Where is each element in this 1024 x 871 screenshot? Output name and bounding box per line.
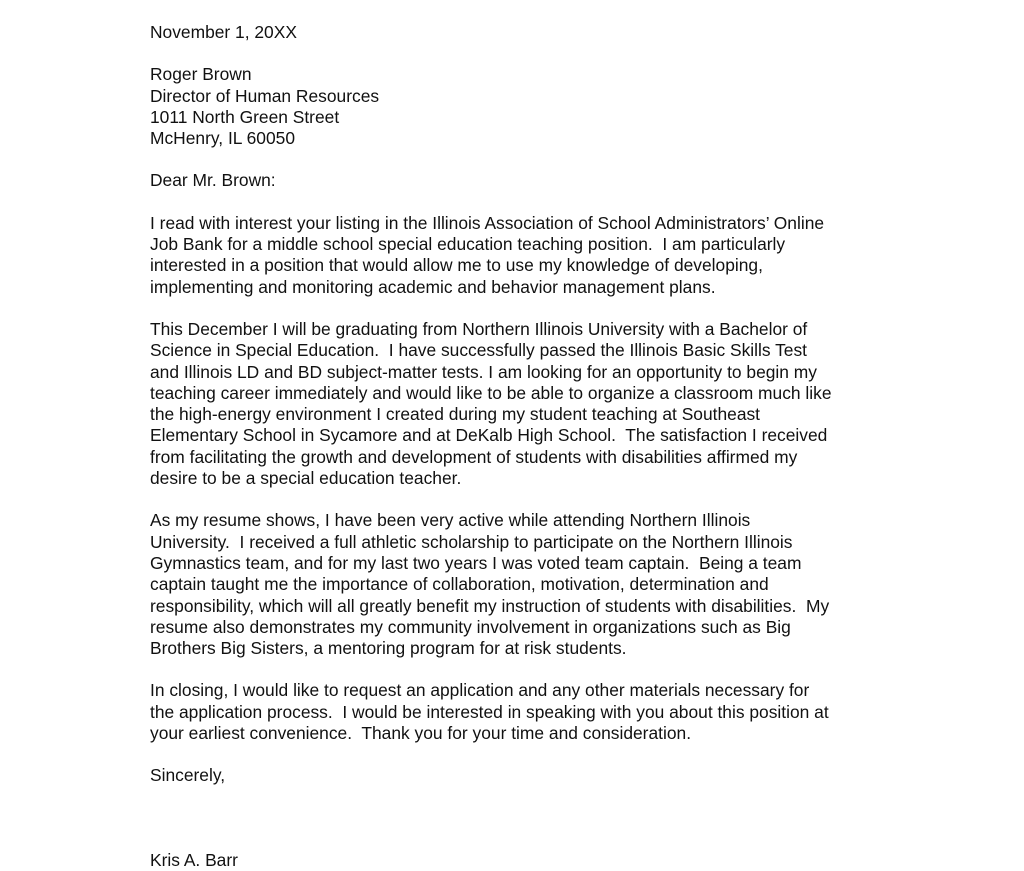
paragraph-line: Gymnastics team, and for my last two years I was voted team captain. Being a team: [150, 552, 802, 573]
paragraph-line: Science in Special Education. I have successfully passed the Illinois Basic Skills Test: [150, 340, 807, 361]
recipient-street: 1011 North Green Street: [150, 106, 340, 127]
spacer: [150, 744, 890, 765]
salutation: Dear Mr. Brown:: [150, 170, 276, 191]
paragraph-line: As my resume shows, I have been very active while attending Northern Illinois: [150, 510, 751, 531]
spacer: [150, 149, 890, 170]
recipient-city-state-zip: McHenry, IL 60050: [150, 128, 295, 149]
paragraph-line: responsibility, which will all greatly benefit my instruction of students with disabilities. My: [150, 595, 830, 616]
paragraph-line: and Illinois LD and BD subject-matter tests. I am looking for an opportunity to begin my: [150, 361, 817, 382]
paragraph-line: In closing, I would like to request an application and any other materials necessary for: [150, 680, 810, 701]
paragraph-line: University. I received a full athletic scholarship to participate on the Northern Illinois: [150, 531, 793, 552]
paragraph-line: I read with interest your listing in the Illinois Association of School Administrators’ Online: [150, 212, 825, 233]
spacer: [150, 298, 890, 319]
paragraph-line: implementing and monitoring academic and behavior management plans.: [150, 276, 716, 297]
paragraph-line: This December I will be graduating from Northern Illinois University with a Bachelor of: [150, 318, 808, 339]
recipient-name: Roger Brown: [150, 64, 252, 85]
spacer: [150, 489, 890, 510]
body-paragraph-1: [150, 213, 890, 298]
paragraph-line: teaching career immediately and would like to be able to organize a classroom much like: [150, 382, 832, 403]
signature-space: [150, 787, 890, 850]
complimentary-closing: Sincerely,: [150, 765, 226, 786]
paragraph-line: the high-energy environment I created during my student teaching at Southeast: [150, 404, 761, 425]
recipient-address-block: [150, 64, 890, 149]
paragraph-line: captain taught me the importance of collaboration, motivation, determination and: [150, 574, 769, 595]
paragraph-line: Brothers Big Sisters, a mentoring program for at risk students.: [150, 638, 627, 659]
signature-name: Kris A. Barr: [150, 849, 238, 870]
paragraph-line: the application process. I would be interested in speaking with you about this position at: [150, 701, 829, 722]
body-paragraph-3: [150, 510, 890, 659]
spacer: [150, 659, 890, 680]
paragraph-line: Elementary School in Sycamore and at DeKalb High School. The satisfaction I received: [150, 425, 828, 446]
paragraph-line: interested in a position that would allow me to use my knowledge of developing,: [150, 255, 763, 276]
body-paragraph-4: [150, 680, 890, 744]
cover-letter: [150, 22, 890, 871]
paragraph-line: desire to be a special education teacher.: [150, 468, 462, 489]
paragraph-line: from facilitating the growth and development of students with disabilities affirmed my: [150, 446, 798, 467]
recipient-title: Director of Human Resources: [150, 85, 380, 106]
paragraph-line: Job Bank for a middle school special education teaching position. I am particularly: [150, 234, 786, 255]
spacer: [150, 43, 890, 64]
spacer: [150, 192, 890, 213]
paragraph-line: your earliest convenience. Thank you for your time and consideration.: [150, 723, 692, 744]
letter-date: November 1, 20XX: [150, 22, 297, 42]
body-paragraph-2: [150, 319, 890, 489]
paragraph-line: resume also demonstrates my community involvement in organizations such as Big: [150, 616, 791, 637]
